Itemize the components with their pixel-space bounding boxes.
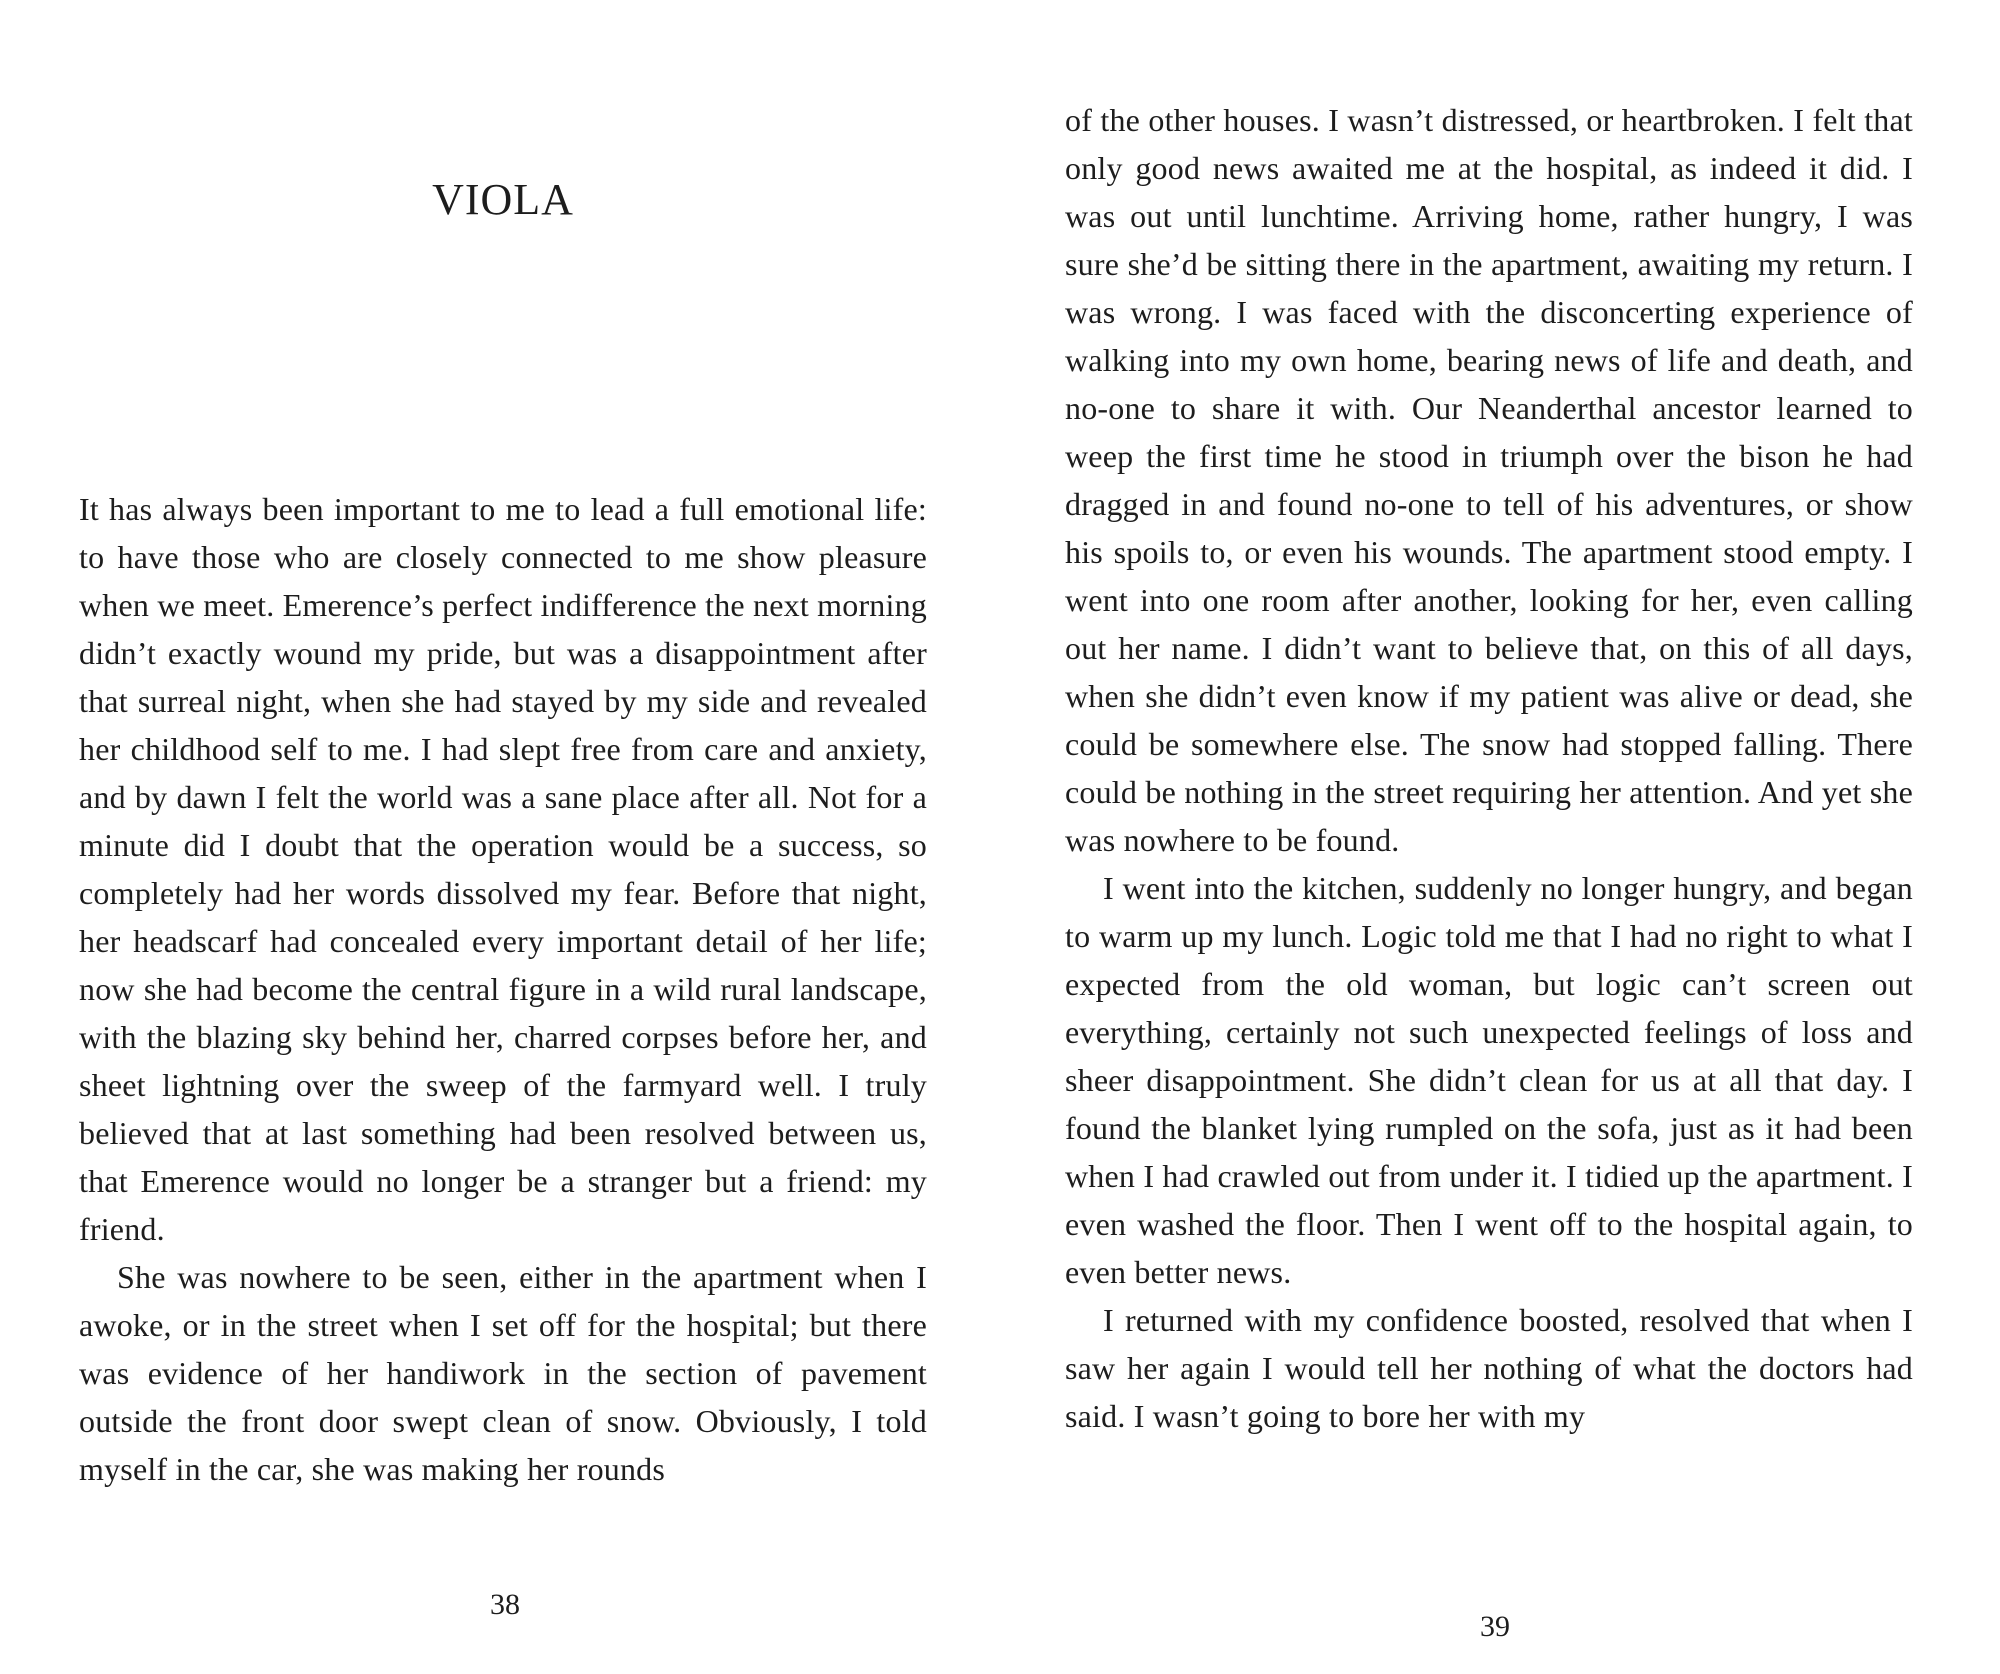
- left-paragraph-2: She was nowhere to be seen, either in the apartment when I awoke, or in the street when I set off for the hospital; but there was evidence of her handiwork in the section of pavement outside the front door swept clean of snow. Obviously, I told myself in the car, she was making her rounds: [79, 1259, 927, 1487]
- chapter-title: VIOLA: [432, 175, 574, 224]
- right-page: [1000, 0, 2000, 1674]
- page-number-left: 38: [490, 1588, 520, 1621]
- right-paragraph-1: of the other houses. I wasn’t distressed, or heartbroken. I felt that only good news awaited me at the hospital, as indeed it did. I was out until lunchtime. Arriving home, rather hungry, I was sure she’d be sitting there in the apartment, awaiting my return. I was wrong. I was faced with the disconcerting experience of walking into my own home, bearing news of life and death, and no-one to share it with. Our Neanderthal ancestor learned to weep the first time he stood in triumph over the bison he had dragged in and found no-one to tell of his adventures, or show his spoils to, or even his wounds. The apartment stood empty. I went into one room after another, looking for her, even calling out her name. I didn’t want to believe that, on this of all days, when she didn’t even know if my patient was alive or dead, she could be somewhere else. The snow had stopped falling. There could be nothing in the street requiring her attention. And yet she was nowhere to be found.: [1065, 102, 1913, 858]
- page-number-right: 39: [1480, 1610, 1510, 1643]
- right-paragraph-3: I returned with my confidence boosted, resolved that when I saw her again I would tell her nothing of what the doctors had said. I wasn’t going to bore her with my: [1065, 1302, 1913, 1434]
- right-paragraph-2: I went into the kitchen, suddenly no longer hungry, and began to warm up my lunch. Logic told me that I had no right to what I expected from the old woman, but logic can’t screen out everything, certainly not such unexpected feelings of loss and sheer disappointment. She didn’t clean for us at all that day. I found the blanket lying rumpled on the sofa, just as it had been when I had crawled out from under it. I tidied up the apartment. I even washed the floor. Then I went off to the hospital again, to even better news.: [1065, 870, 1913, 1290]
- right-body-text: [1065, 96, 1913, 1440]
- left-paragraph-1: It has always been important to me to lead a full emotional life: to have those who are closely connected to me show pleasure when we meet. Emerence’s perfect indifference the next morning didn’t exactly wound my pride, but was a disappointment after that surreal night, when she had stayed by my side and revealed her childhood self to me. I had slept free from care and anxiety, and by dawn I felt the world was a sane place after all. Not for a minute did I doubt that the operation would be a success, so completely had her words dissolved my fear. Before that night, her headscarf had concealed every important detail of her life; now she had become the central figure in a wild rural landscape, with the blazing sky behind her, charred corpses before her, and sheet lightning over the sweep of the farmyard well. I truly believed that at last something had been resolved between us, that Emerence would no longer be a stranger but a friend: my friend.: [79, 491, 927, 1247]
- left-body-text: [79, 485, 927, 1493]
